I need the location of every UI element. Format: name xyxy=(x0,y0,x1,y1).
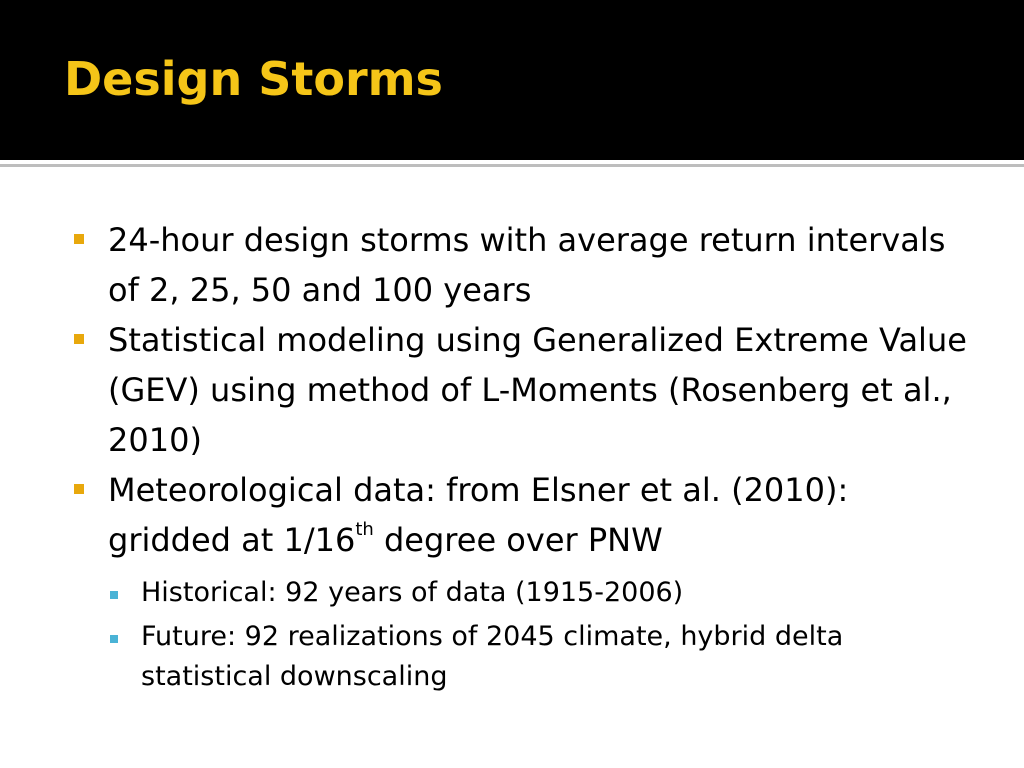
title-bar xyxy=(0,0,1024,160)
bullet-text: 24-hour design storms with average return intervals of 2, 25, 50 and 100 years xyxy=(108,221,946,309)
small-square-bullet-icon xyxy=(110,591,118,599)
superscript: th xyxy=(355,519,374,541)
small-square-bullet-icon xyxy=(110,635,118,643)
square-bullet-icon xyxy=(74,334,84,344)
bullet-text: Statistical modeling using Generalized Extreme Value (GEV) using method of L-Moments (Rosenberg et al., 2010) xyxy=(108,321,967,459)
bullet-text-part: Meteorological data: from Elsner et al. (2010): gridded at 1/16 xyxy=(108,471,849,559)
square-bullet-icon xyxy=(74,484,84,494)
square-bullet-icon xyxy=(74,234,84,244)
sub-bullet-text: Future: 92 realizations of 2045 climate, hybrid delta statistical downscaling xyxy=(141,621,844,692)
slide-title: Design Storms xyxy=(64,52,443,106)
sub-bullet-item xyxy=(108,617,972,697)
bullet-text xyxy=(108,471,848,559)
bullet-item xyxy=(72,315,972,465)
bullet-item xyxy=(72,465,972,565)
slide-body xyxy=(0,167,1024,768)
sub-bullet-text: Historical: 92 years of data (1915-2006) xyxy=(141,577,684,608)
bullet-list xyxy=(72,215,972,697)
bullet-item xyxy=(72,215,972,315)
bullet-text-part: degree over PNW xyxy=(373,521,663,559)
sub-bullet-item xyxy=(108,573,972,613)
